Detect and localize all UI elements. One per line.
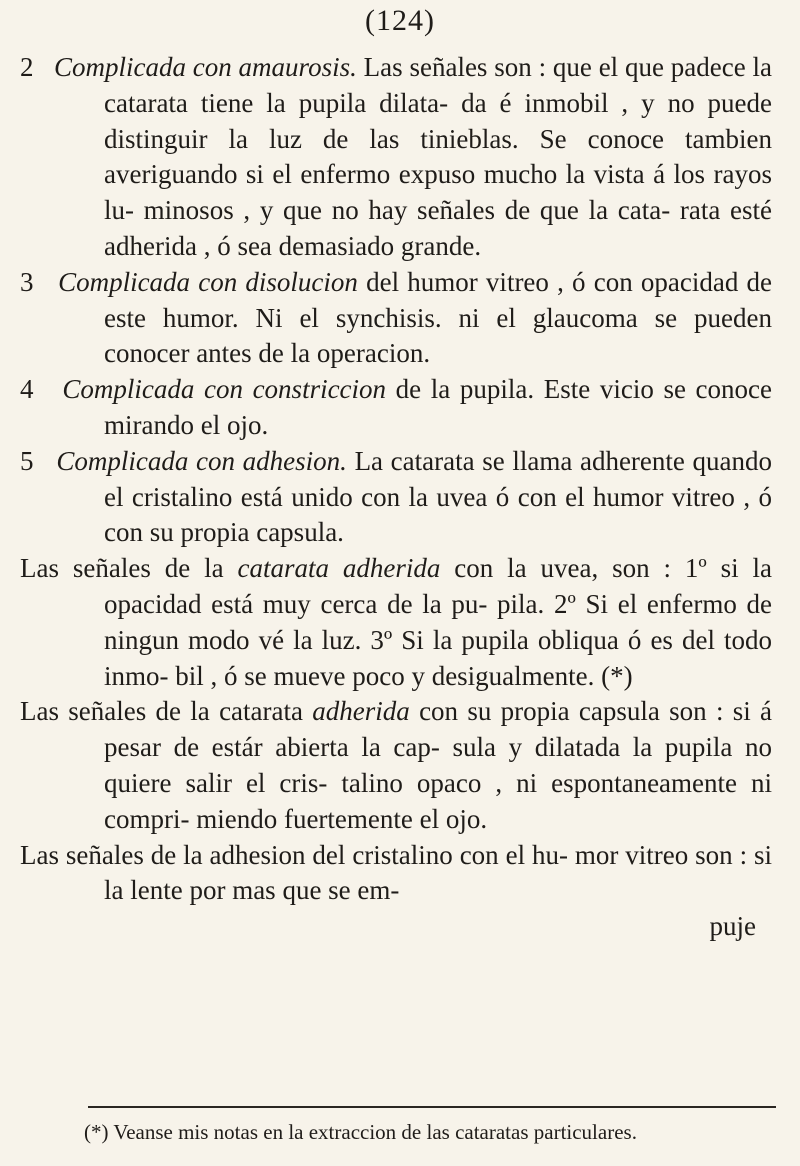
paragraph-3-before: Las señales de la adhesion del cristalino con el hu- mor vitreo son : si la lente por mas que se em-: [20, 839, 772, 906]
page-body: [20, 50, 772, 945]
entry-4-text: de la pupila. Este vicio se conoce mirando el ojo.: [104, 374, 773, 440]
catchword: puje: [709, 911, 756, 942]
paragraph-adherida-uvea: [20, 551, 772, 694]
paragraph-2-after: con su propia capsula son : si á pesar de estár abierta la cap- sula y dilatada la pupila no quiere salir el cris- talino opaco , ni espontaneamente ni compri- miendo fuertemente el ojo.: [104, 696, 773, 834]
paragraph-3: [20, 838, 772, 910]
entry-3-title: Complicada con disolucion: [58, 266, 358, 297]
entry-5-paragraph: [20, 444, 772, 551]
paragraph-2-before: Las señales de la catarata: [20, 696, 303, 727]
paragraph-2-italic: adherida: [312, 696, 410, 727]
entry-5-text: La catarata se llama adherente quando el cristalino está unido con la uvea ó con el humor vitreo , ó con su propia capsula.: [104, 445, 773, 548]
entry-3: [20, 265, 772, 372]
page-number: (124): [365, 4, 435, 37]
entry-4: [20, 372, 772, 444]
entry-5-title: Complicada con adhesion.: [56, 445, 347, 476]
paragraph-1-after: con la uvea, son : 1º si la opacidad está muy cerca de la pu- pila. 2º Si el enfermo de ningun modo vé la luz. 3º Si la pupila obliqua ó es del todo inmo- bil , ó se mueve poco y desigualmente. (*): [104, 553, 773, 691]
entry-4-number: 4: [20, 374, 34, 405]
paragraph-adhesion-vitreo: [20, 838, 772, 910]
entry-4-paragraph: [20, 372, 772, 444]
footnote: (*) Veanse mis notas en la extraccion de las cataratas particulares.: [84, 1120, 637, 1144]
entry-4-title: Complicada con constriccion: [62, 374, 387, 405]
entry-5-number: 5: [20, 445, 34, 476]
entry-2-paragraph: [20, 50, 772, 265]
paragraph-1: [20, 551, 772, 694]
entry-2-text: Las señales son : que el que padece la catarata tiene la pupila dilata- da é inmobil , y no puede distinguir la luz de las tinieblas. Se conoce tambien averiguando si el enfermo expuso mucho la vista á los rayos lu- minosos , y que no hay señales de que la cata- rata esté adherida , ó sea demasiado grande.: [104, 52, 773, 261]
entry-3-number: 3: [20, 266, 34, 297]
entry-3-paragraph: [20, 265, 772, 372]
paragraph-1-italic: catarata adherida: [237, 553, 441, 584]
entry-2-number: 2: [20, 52, 34, 82]
paragraph-1-before: Las señales de la: [20, 553, 224, 584]
paragraph-adherida-capsula: [20, 694, 772, 837]
entry-3-text: del humor vitreo , ó con opacidad de este humor. Ni el synchisis. ni el glaucoma se pueden conocer antes de la operacion.: [104, 266, 772, 369]
entry-5: [20, 444, 772, 551]
entry-2: [20, 50, 772, 265]
footnote-rule: [88, 1106, 776, 1108]
entry-2-title: Complicada con amaurosis.: [53, 52, 357, 82]
paragraph-2: [20, 694, 772, 837]
